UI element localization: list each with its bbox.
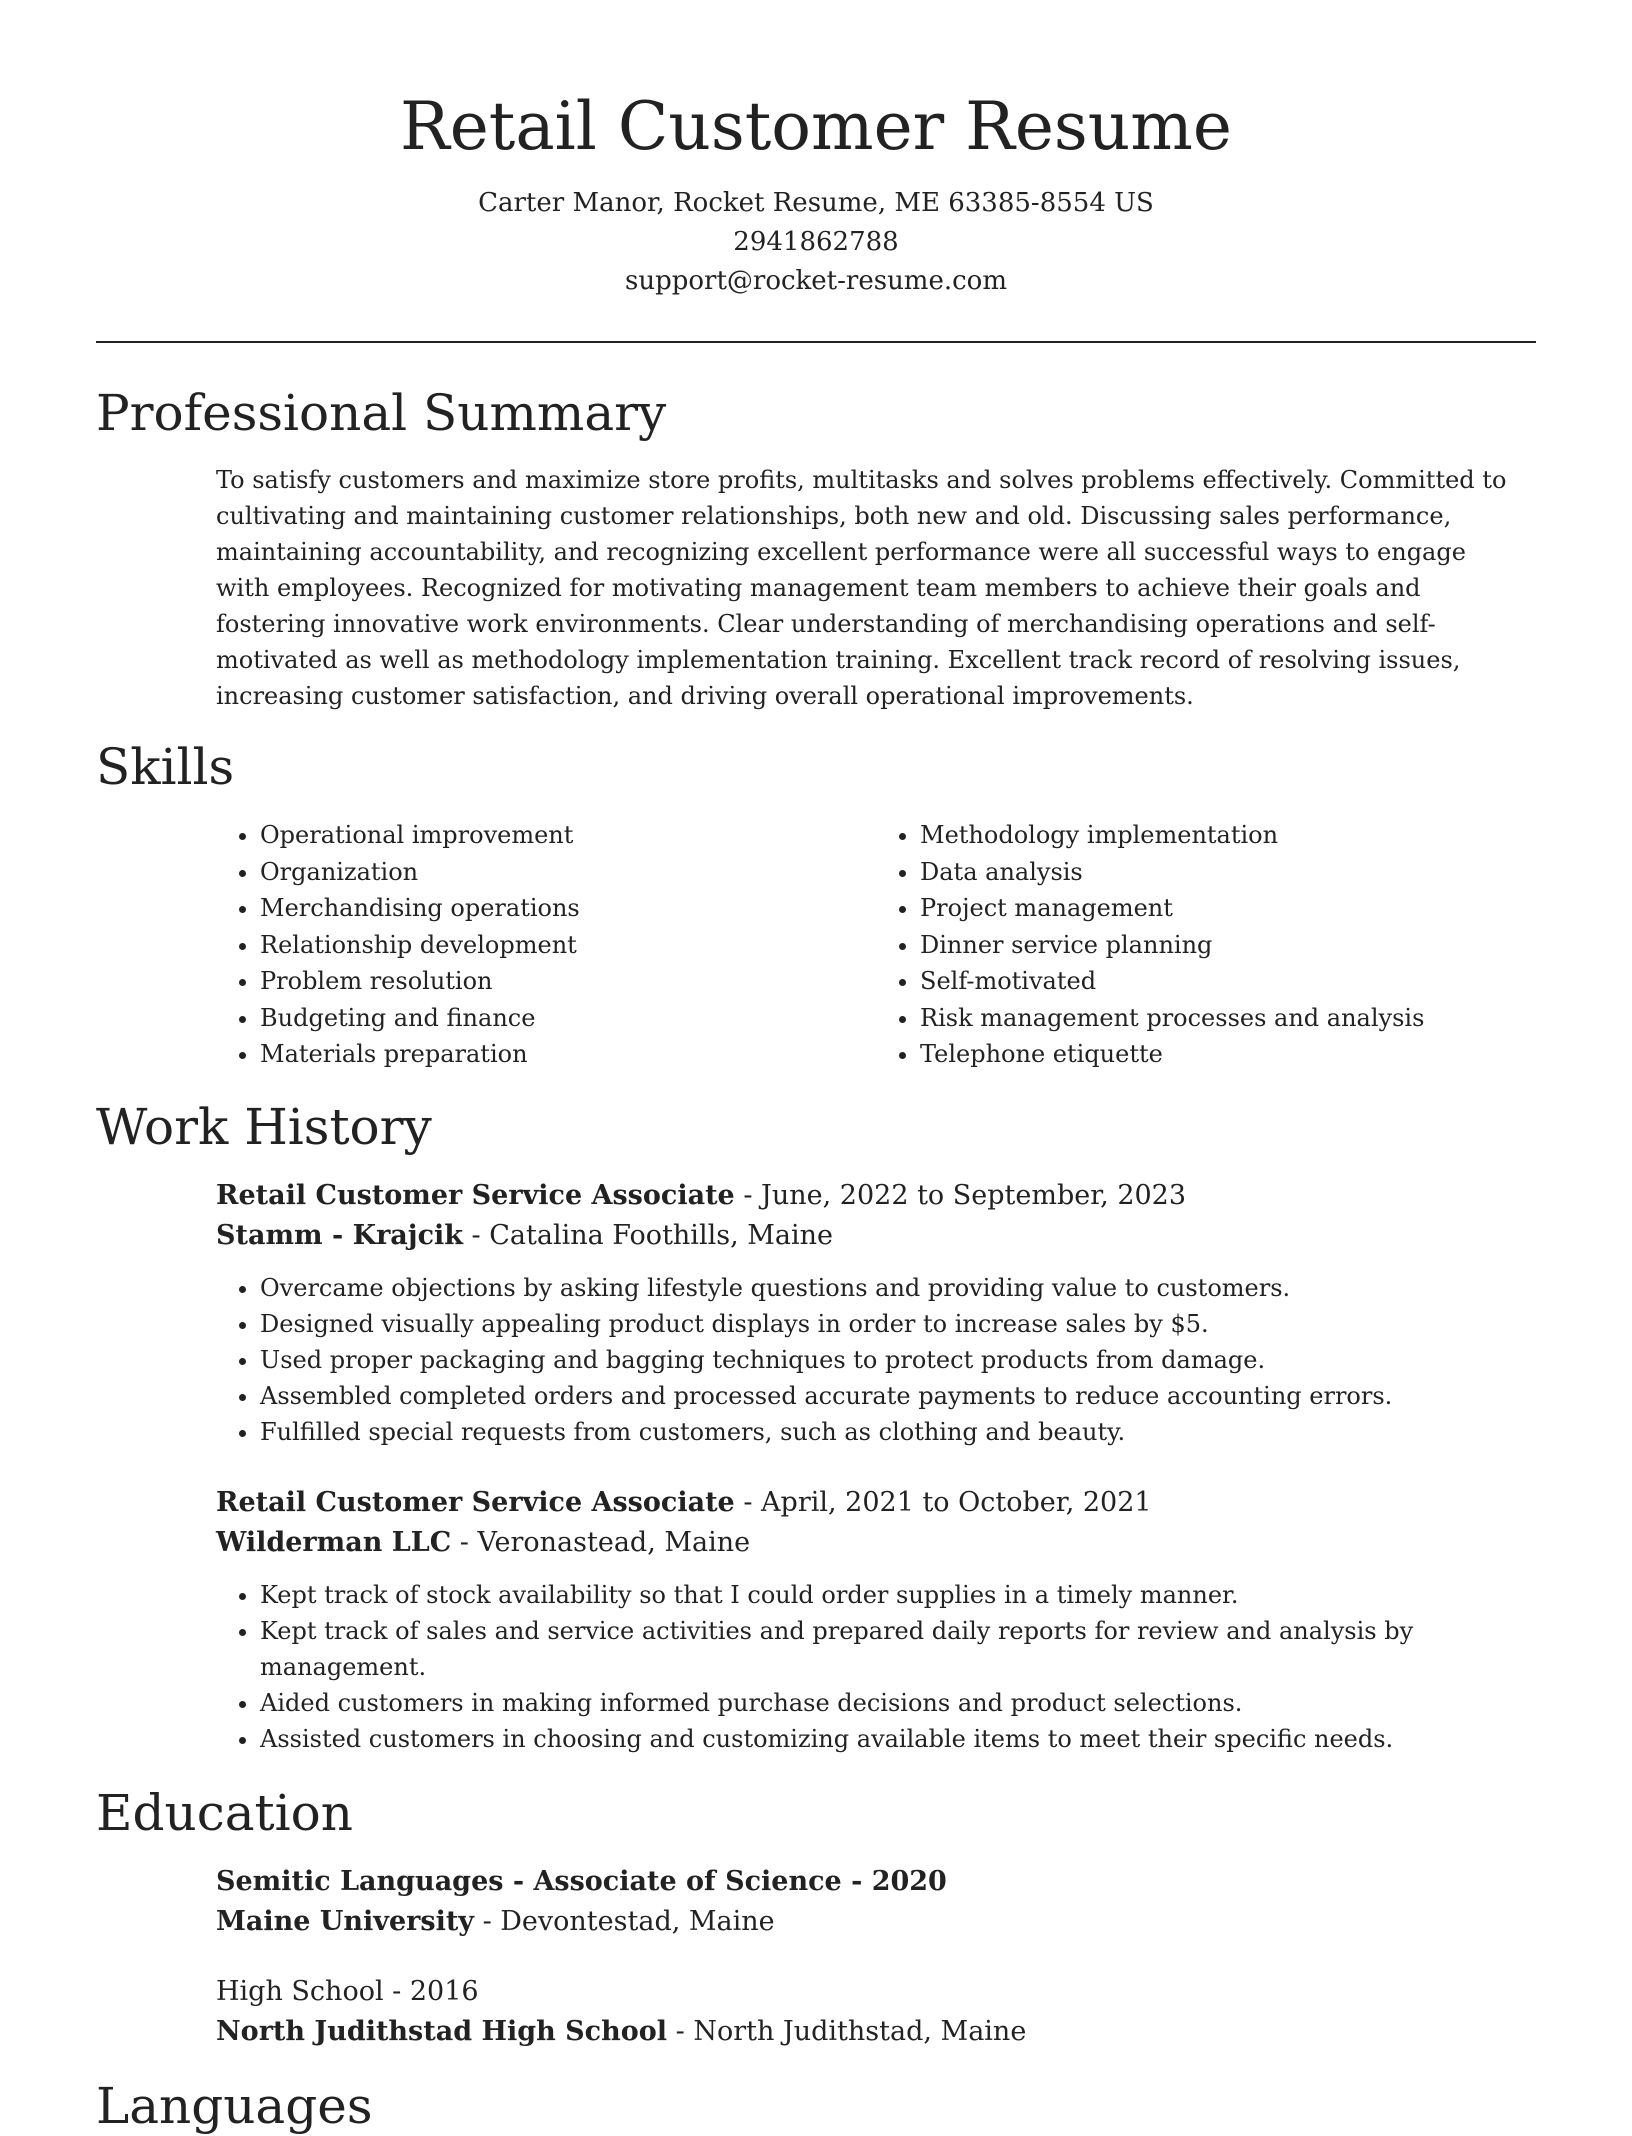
skill-item: • Dinner service planning <box>920 927 1536 964</box>
skill-item: • Risk management processes and analysis <box>920 1000 1536 1037</box>
skill-item: • Materials preparation <box>260 1036 876 1073</box>
languages-heading: Languages <box>96 2077 373 2135</box>
skill-item: • Problem resolution <box>260 963 876 1000</box>
skill-item: • Budgeting and finance <box>260 1000 876 1037</box>
summary-text: To satisfy customers and maximize store profits, multitasks and solves problems effectively. Committed to cultivating and maintaining customer relationships, both new and old. Discussing sales performance, maintaining accountability, and recognizing excellent performance were all successful ways to engage with employees. Recognized for motivating management team members to achieve their goals and fostering innovative work environments. Clear understanding of merchandising operations and self-motivated as well as methodology implementation training. Excellent track record of resolving issues, increasing customer satisfaction, and driving overall operational improvements. <box>216 466 1507 710</box>
skill-item: • Methodology implementation <box>920 817 1536 854</box>
skill-item: • Operational improvement <box>260 817 876 854</box>
skill-item: • Merchandising operations <box>260 890 876 927</box>
skill-item: • Telephone etiquette <box>920 1036 1536 1073</box>
job-position: Retail Customer Service Associate <box>216 1487 735 1518</box>
education-degree: High School - 2016 <box>216 1976 479 2007</box>
job-bullet: • Aided customers in making informed purchase decisions and product selections. <box>260 1685 1536 1721</box>
education-location: - Devontestad, Maine <box>474 1906 775 1937</box>
education-heading: Education <box>96 1784 353 1842</box>
skill-item: • Project management <box>920 890 1536 927</box>
job-bullets <box>216 1270 1536 1450</box>
job-bullet: • Kept track of stock availability so that I could order supplies in a timely manner. <box>260 1577 1536 1613</box>
work-history-heading: Work History <box>96 1098 432 1156</box>
skills-list-right <box>876 817 1536 1073</box>
job-bullet: • Used proper packaging and bagging techniques to protect products from damage. <box>260 1342 1536 1378</box>
skill-item: • Relationship development <box>260 927 876 964</box>
header-divider <box>96 341 1536 343</box>
job-location: - Catalina Foothills, Maine <box>462 1220 833 1251</box>
job-bullet: • Assisted customers in choosing and customizing available items to meet their specific needs. <box>260 1721 1536 1757</box>
education-location: - North Judithstad, Maine <box>667 2016 1027 2047</box>
skills-list-left <box>216 817 876 1073</box>
education-entry <box>216 1972 1536 2052</box>
skill-item: • Organization <box>260 854 876 891</box>
skill-item: • Self-motivated <box>920 963 1536 1000</box>
job-title-line <box>216 1483 1536 1523</box>
job-bullet: • Designed visually appealing product displays in order to increase sales by $5. <box>260 1306 1536 1342</box>
job-bullets <box>216 1577 1536 1757</box>
job-entry <box>216 1483 1536 1757</box>
education-degree: Semitic Languages - Associate of Science - 2020 <box>216 1866 947 1897</box>
job-bullet: • Overcame objections by asking lifestyle questions and providing value to customers. <box>260 1270 1536 1306</box>
job-location: - Veronastead, Maine <box>451 1527 751 1558</box>
job-company: Stamm - Krajcik <box>216 1220 463 1251</box>
job-company-line <box>216 1216 1536 1256</box>
job-company-line <box>216 1523 1536 1563</box>
job-bullet: • Fulfilled special requests from customers, such as clothing and beauty. <box>260 1414 1536 1450</box>
resume-name: Retail Customer Resume <box>400 88 1232 165</box>
job-title-line <box>216 1176 1536 1216</box>
education-school-line <box>216 1902 1536 1942</box>
job-dates: - June, 2022 to September, 2023 <box>734 1180 1187 1211</box>
education-entry <box>216 1862 1536 1942</box>
skills-heading: Skills <box>96 738 235 796</box>
contact-block <box>0 184 1632 301</box>
resume-header <box>0 0 1632 301</box>
job-bullet: • Kept track of sales and service activities and prepared daily reports for review and analysis by management. <box>260 1613 1536 1685</box>
contact-phone: 2941862788 <box>733 227 899 257</box>
contact-email: support@rocket-resume.com <box>624 266 1007 296</box>
skills-columns <box>216 817 1536 1073</box>
education-school: Maine University <box>216 1906 474 1937</box>
job-entry <box>216 1176 1536 1450</box>
education-school: North Judithstad High School <box>216 2016 668 2047</box>
contact-address: Carter Manor, Rocket Resume, ME 63385-8554 US <box>478 188 1154 218</box>
skill-item: • Data analysis <box>920 854 1536 891</box>
education-school-line <box>216 2012 1536 2052</box>
summary-heading: Professional Summary <box>96 384 667 442</box>
job-company: Wilderman LLC <box>216 1527 452 1558</box>
job-bullet: • Assembled completed orders and processed accurate payments to reduce accounting errors. <box>260 1378 1536 1414</box>
job-dates: - April, 2021 to October, 2021 <box>734 1487 1152 1518</box>
job-position: Retail Customer Service Associate <box>216 1180 735 1211</box>
